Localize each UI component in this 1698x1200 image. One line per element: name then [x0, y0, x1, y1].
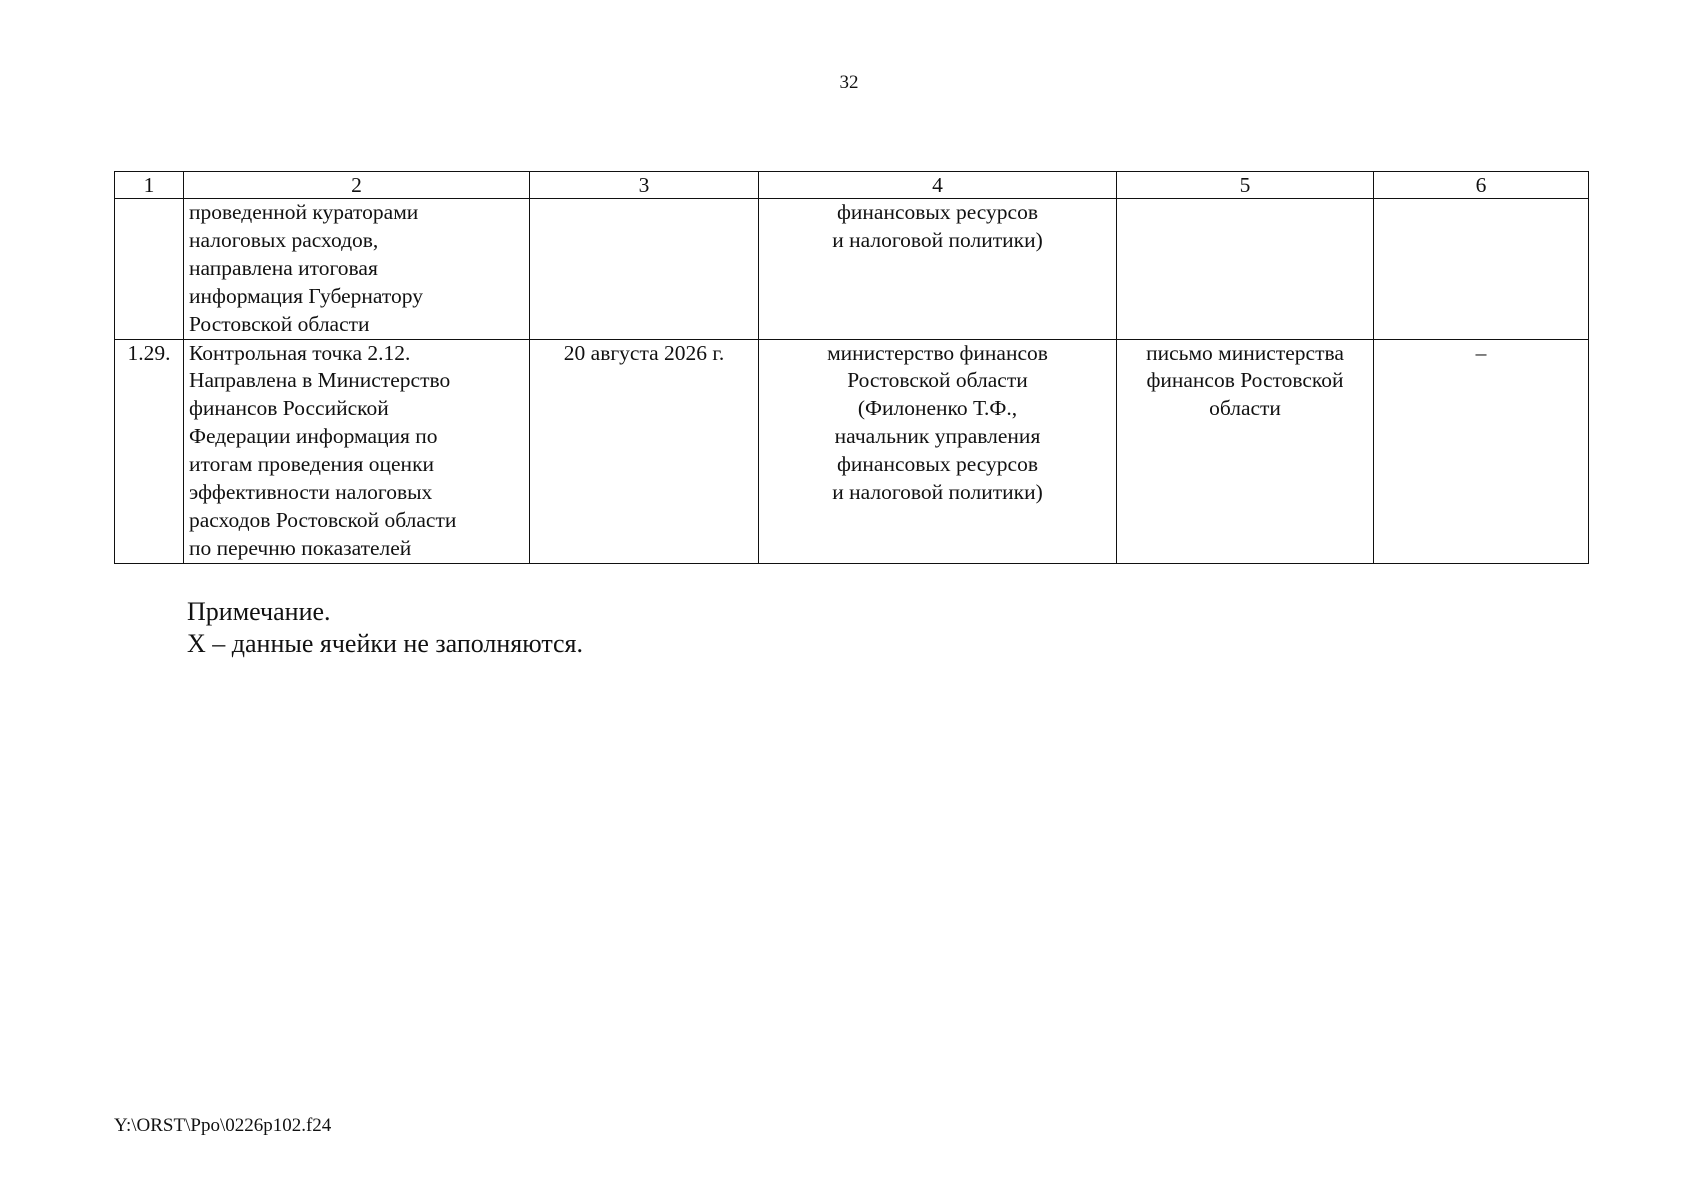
description-line: Направлена в Министерство	[189, 368, 451, 393]
responsible-line: Ростовской области	[847, 368, 1028, 393]
responsible-line: финансовых ресурсов	[836, 452, 1039, 477]
column-number-2: 2	[184, 172, 530, 199]
document-line: области	[1209, 396, 1281, 421]
plan-table	[114, 171, 1589, 564]
description-line: налоговых расходов,	[189, 227, 379, 252]
description-line: информация Губернатору	[189, 283, 423, 308]
table-header-row	[115, 172, 1589, 199]
row-description	[184, 339, 530, 563]
note-block	[187, 596, 583, 660]
table-row	[115, 199, 1589, 340]
description-line: итогам проведения оценки	[189, 452, 435, 477]
description-line: финансов Российской	[189, 396, 389, 421]
description-line: направлена итоговая	[189, 255, 378, 280]
responsible-line: начальник управления	[834, 424, 1041, 449]
responsible-line: (Филоненко Т.Ф.,	[857, 396, 1018, 421]
description-line: Контрольная точка 2.12.	[189, 340, 411, 365]
row-note	[1374, 199, 1589, 340]
description-line: Ростовской области	[189, 311, 370, 336]
column-number-4: 4	[759, 172, 1117, 199]
document-line: финансов Ростовской	[1146, 368, 1344, 393]
responsible-line: и налоговой политики)	[832, 480, 1043, 505]
row-deadline: 20 августа 2026 г.	[530, 339, 759, 563]
column-number-5: 5	[1117, 172, 1374, 199]
description-line: эффективности налоговых	[189, 480, 433, 505]
responsible-line: финансовых ресурсов	[836, 200, 1039, 224]
row-number	[115, 199, 184, 340]
description-line: Федерации информация по	[189, 424, 438, 449]
row-document	[1117, 339, 1374, 563]
row-responsible	[759, 339, 1117, 563]
file-path: Y:\ORST\Ppo\0226p102.f24	[114, 1115, 332, 1136]
row-deadline	[530, 199, 759, 340]
page-number: 32	[839, 72, 859, 93]
column-number-1: 1	[115, 172, 184, 199]
row-number: 1.29.	[115, 339, 184, 563]
description-line: по перечню показателей	[189, 535, 412, 560]
column-number-3: 3	[530, 172, 759, 199]
column-number-6: 6	[1374, 172, 1589, 199]
note-title: Примечание.	[187, 597, 331, 626]
description-line: проведенной кураторами	[189, 200, 419, 224]
row-responsible	[759, 199, 1117, 340]
responsible-line: министерство финансов	[827, 340, 1048, 365]
row-description	[184, 199, 530, 340]
table-row	[115, 339, 1589, 563]
row-document	[1117, 199, 1374, 340]
responsible-line: и налоговой политики)	[832, 227, 1043, 252]
note-text: Х – данные ячейки не заполняются.	[187, 629, 584, 658]
row-note: –	[1374, 339, 1589, 563]
description-line: расходов Ростовской области	[189, 507, 457, 532]
document-line: письмо министерства	[1146, 340, 1344, 365]
